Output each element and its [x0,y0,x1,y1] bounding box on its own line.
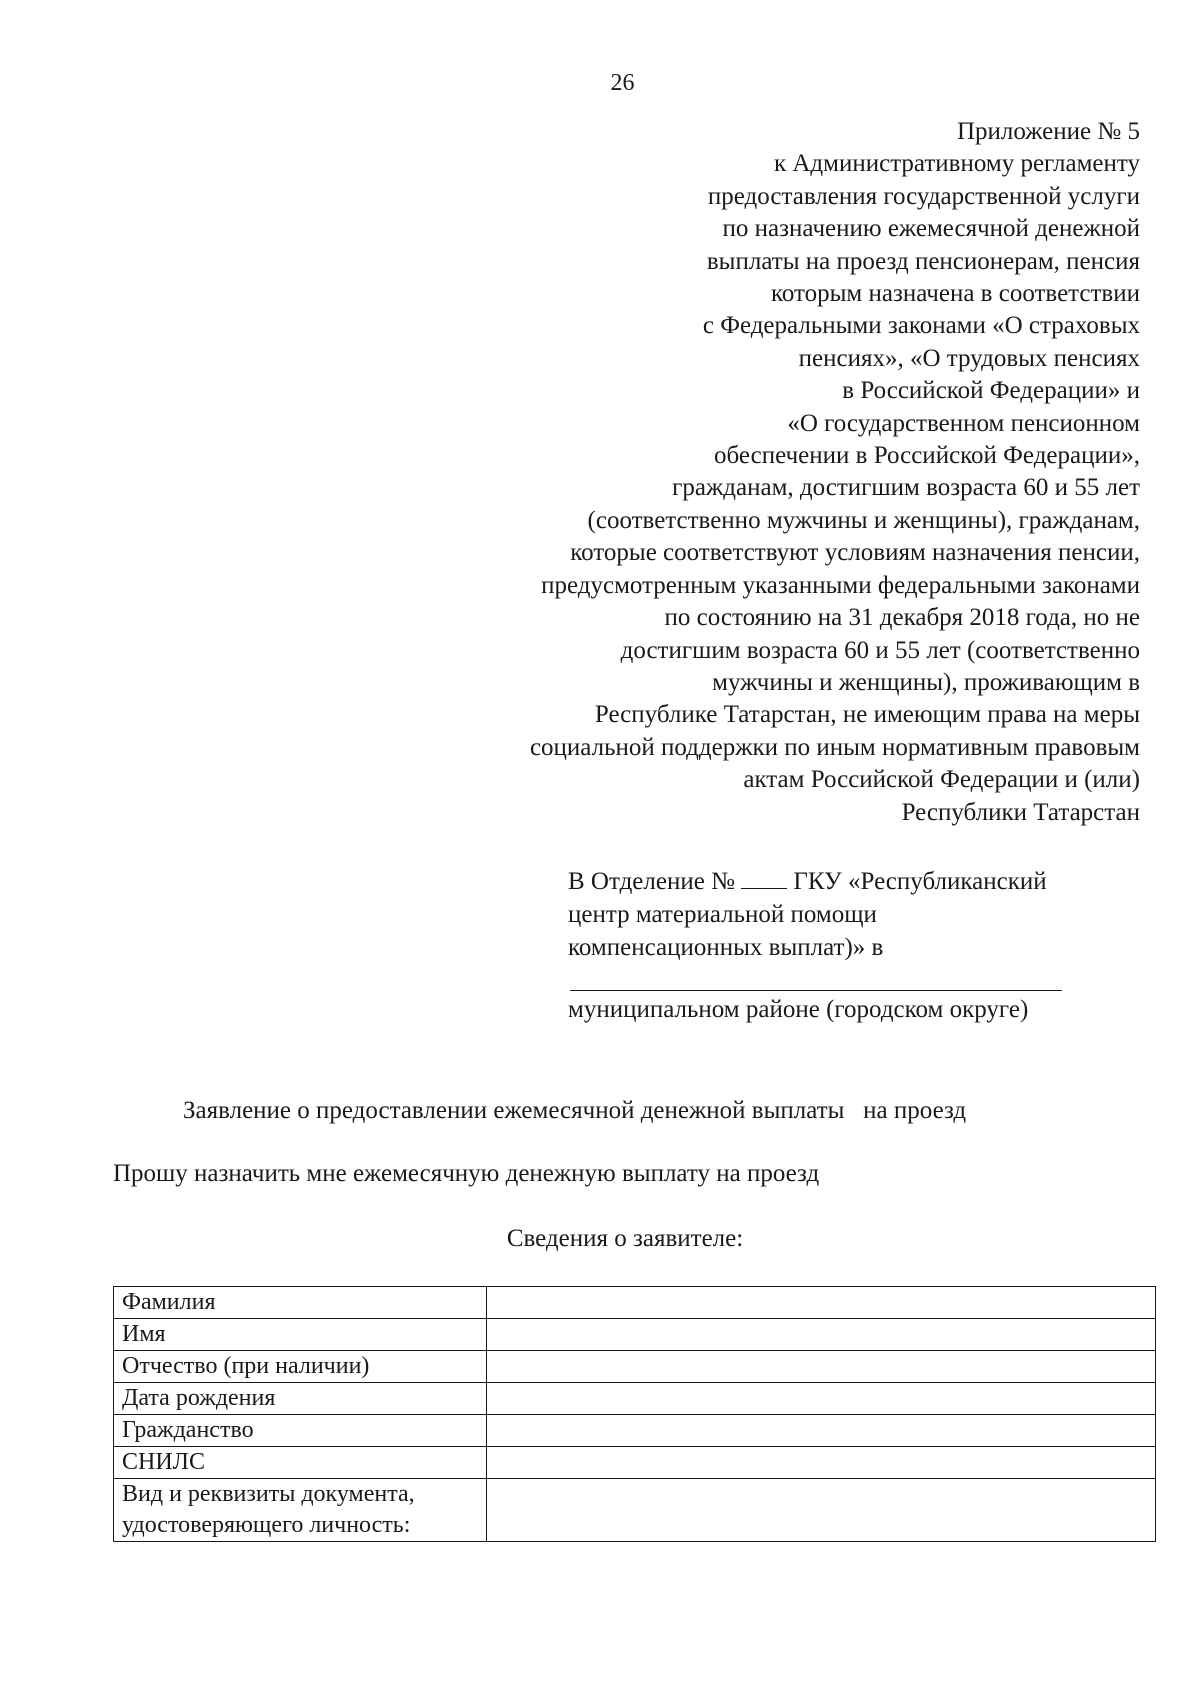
addressee-line-2: центр материальной помощи [568,901,877,928]
district-label: муниципальном районе (городском округе) [568,996,1029,1023]
applicant-info-table [113,1286,1156,1542]
section-heading: Сведения о заявителе: [506,1225,744,1252]
table-row [114,1351,1156,1383]
page-number: 26 [610,70,635,96]
appendix-line: по состоянию на 31 декабря 2018 года, но не [664,604,1140,632]
patronymic-field[interactable] [487,1351,1156,1383]
table-row [114,1479,1156,1542]
appendix-line: гражданам, достигшим возраста 60 и 55 лет [672,474,1140,502]
identity-document-field[interactable] [487,1479,1156,1542]
row-label: Гражданство [114,1415,487,1447]
row-label: Имя [114,1319,487,1351]
appendix-line: которые соответствуют условиям назначения пенсии, [570,539,1140,567]
table-row [114,1319,1156,1351]
appendix-line: актам Российской Федерации и (или) [743,766,1140,794]
appendix-header [440,116,1140,829]
appendix-line: Республики Татарстан [901,798,1140,826]
appendix-line: социальной поддержки по иным нормативным правовым [529,733,1140,761]
snils-field[interactable] [487,1447,1156,1479]
table-row [114,1383,1156,1415]
appendix-line: «О государственном пенсионном [787,409,1140,437]
addressee-block [568,865,1047,964]
row-label: Дата рождения [114,1383,487,1415]
appendix-line: предусмотренным указанными федеральными законами [541,571,1140,599]
row-label: Отчество (при наличии) [114,1351,487,1383]
addressee-line-1 [568,865,1047,898]
district-blank-line[interactable] [570,990,1062,991]
table-row [114,1447,1156,1479]
department-number-blank[interactable] [741,868,787,889]
appendix-line: (соответственно мужчины и женщины), гражданам, [587,506,1140,534]
appendix-line: предоставления государственной услуги [707,182,1140,210]
appendix-line: мужчины и женщины), проживающим в [712,668,1140,696]
surname-field[interactable] [487,1287,1156,1319]
appendix-line: в Российской Федерации» и [842,377,1140,405]
birth-date-field[interactable] [487,1383,1156,1415]
appendix-line: Приложение № 5 [956,118,1140,145]
citizenship-field[interactable] [487,1415,1156,1447]
appendix-line: по назначению ежемесячной денежной [722,215,1140,243]
table-row [114,1415,1156,1447]
appendix-line: Республике Татарстан, не имеющим права на меры [594,701,1140,729]
appendix-line: которым назначена в соответствии [770,280,1140,308]
request-text: Прошу назначить мне ежемесячную денежную выплату на проезд [113,1160,820,1187]
row-label: СНИЛС [114,1447,487,1479]
appendix-line: обеспечении в Российской Федерации», [714,442,1140,470]
first-name-field[interactable] [487,1319,1156,1351]
addressee-prefix: В Отделение № [568,868,735,895]
row-label: Фамилия [114,1287,487,1319]
appendix-line: выплаты на проезд пенсионерам, пенсия [706,247,1140,275]
addressee-suffix: ГКУ «Республиканский [793,868,1047,895]
addressee-line-3: компенсационных выплат)» в [568,934,884,961]
statement-title: Заявление о предоставлении ежемесячной денежной выплаты на проезд [183,1097,967,1124]
appendix-line: с Федеральными законами «О страховых [702,312,1140,340]
appendix-line: пенсиях», «О трудовых пенсиях [798,344,1140,372]
appendix-line: к Административному регламенту [773,150,1140,178]
row-label: Вид и реквизиты документа, удостоверяющего личность: [114,1479,487,1542]
appendix-line: достигшим возраста 60 и 55 лет (соответственно [620,636,1140,664]
table-row [114,1287,1156,1319]
